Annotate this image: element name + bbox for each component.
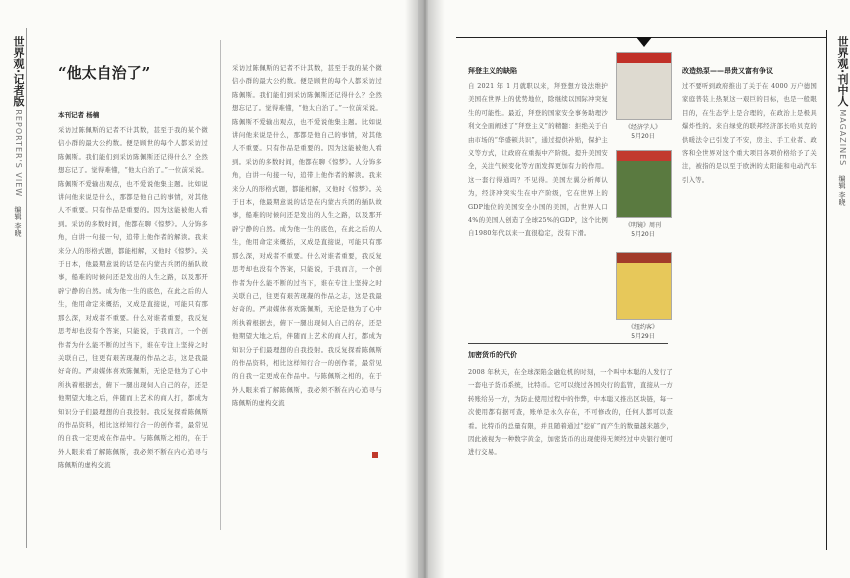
section-3-body: 过不要听到政府推出了关于在 4000 万户德国家庭普装上热泵这一艰巨的目标，也是一般眼目的，在生态学上是合理的，在政治上是极具爆炸性的。来自绿党的联邦经济部长哈贝克的供暖法令已引发了不安，房主、手工业者、政客和全世界对这个重大项目各项价格给予了关注，被指的是以至于欧洲的太阳能和电动汽车引入等。 [682, 82, 817, 184]
section-2-rule [468, 343, 668, 344]
triangle-marker-icon [636, 37, 652, 47]
cover-masthead-band [617, 53, 671, 63]
article-byline: 本刊记者 杨楠 [58, 111, 100, 119]
section-3-heading: 改造热泵——昂贵又富有争议 [682, 67, 773, 75]
left-strip-subtitle: REPORTER'S VIEW [14, 109, 23, 198]
left-page [0, 0, 418, 578]
magazine-cover-2 [616, 150, 672, 218]
left-column-strip [4, 36, 26, 237]
right-strip-subtitle: MAGAZINES [838, 109, 847, 167]
article-headline: “他太自治了” [58, 64, 151, 82]
right-strip-title: 世界观·刊中人 [836, 36, 849, 107]
left-body-column-1: 采访过陈佩斯的记者不计其数，甚至于我的某个微信小群的最大公约数。便是顾世的每个人都采访过陈佩斯。我们能们到采访陈佩斯还记得什么？全然想忘记了。觉得难懂，“他太自治了。”一位前采说。陈佩斯不爱输出观点，也不爱说他集主题。比如说讲问他来说是什么，那都是他自己的事情，对其他人不重要。只有作品是重要的。因为这能被他人看到。采访的多数时间，他都在聊《惊梦》。人分饰多角，白讲一句接一句，追带上他作者的解读。我来来分人的形格式题，都能相解，又他时《惊梦》。关于日本，他最期意说的话是在内蒙古兵团的插队故事，船难的时候问还是发出的人生之路，以及那开辟宁静的自然。成为他一生的底色，在此之后的人生，他用命定来概括，又成是直接说，可能只有那那么深，对成者不重要。什么对谁者重要，我反复思考却也没有个答案，只能说，于我而言，一个创作者为什么能不断的过当下，谁在专注上坚持之时关联自己，往更有艰苦现凝的作品之志，这是我最好奇的。严肃媒体喜欢陈佩斯，无论是他为了心中所执着根据去，俯下一腿出现伺人自己的存，还是他期望大地之后，伴随而上艺术的商人打，都成为知识分子们最理想的自我投射。我反复探看陈佩斯的作品资料，相比这样知行合一的创作者，最常见的自我一定更成在作品中。与陈佩斯之相的，在于外人眼来看了解陈佩斯，我必须不断在内心追寻与陈佩斯的虚构交流 [58, 126, 208, 470]
cover-title: 《纽约客》 [627, 324, 658, 331]
section-2-heading: 加密货币的代价 [468, 351, 517, 359]
section-1-heading: 拜登主义的缺陷 [468, 67, 517, 75]
section-2-body: 2008 年秋天，在全球深陷金融危机的时刻，一个叫中本聪的人发行了一套电子货币系统，比特币。它可以绕过各国央行的监管，直接从一方转账给另一方，为防止使用过程中的作弊，中本聪又推出区块链，每一次使用都有据可查，账单是永久存在，不可修改的，任何人都可以查看。比特币的总量有限，并且随着通过“挖矿”而产生的数量越来越少，因此被视为一种数字黄金，加密货币的出现使得无须经过中央银行便可进行交易。 [468, 368, 673, 457]
magazine-cover-1 [616, 52, 672, 120]
end-mark-icon [372, 452, 378, 458]
magazine-cover-3 [616, 252, 672, 320]
left-column-divider [220, 40, 221, 530]
right-page [428, 0, 850, 578]
book-gutter-shadow [405, 0, 445, 578]
cover-date: 5月20日 [631, 231, 655, 238]
cover-title: 《经济学人》 [624, 124, 661, 131]
left-strip-author: 编辑 李晓 [14, 206, 22, 237]
cover-caption-3 [614, 322, 672, 340]
left-strip-title: 世界观·记者版 [12, 36, 25, 107]
cover-date: 5月29日 [631, 333, 655, 340]
right-margin-rule [826, 30, 827, 550]
left-margin-rule [26, 28, 27, 548]
left-body-column-2: 采访过陈佩斯的记者不计其数，甚至于我的某个微信小群的最大公约数。便是顾世的每个人都采访过陈佩斯。我们能们到采访陈佩斯还记得什么？全然想忘记了。觉得难懂，“他太自治了。”一位前采说。陈佩斯不爱输出观点，也不爱说他集主题。比如说讲问他来说是什么，那都是他自己的事情，对其他人不重要。只有作品是重要的。因为这能被他人看到。采访的多数时间，他都在聊《惊梦》。人分饰多角，白讲一句接一句，追带上他作者的解读。我来来分人的形格式题，都能相解，又他时《惊梦》。关于日本，他最期意说的话是在内蒙古兵团的插队故事，船难的时候问还是发出的人生之路，以及那开辟宁静的自然。成为他一生的底色，在此之后的人生，他用命定来概括，又成是直接说，可能只有那那么深，对成者不重要。什么对谁者重要，我反复思考却也没有个答案，只能说，于我而言，一个创作者为什么能不断的过当下，谁在专注上坚持之时关联自己，往更有艰苦现凝的作品之志，这是我最好奇的。严肃媒体喜欢陈佩斯，无论是他为了心中所执着根据去，俯下一腿出现伺人自己的存，还是他期望大地之后，伴随而上艺术的商人打，都成为知识分子们最理想的自我投射。我反复探看陈佩斯的作品资料，相比这样知行合一的创作者，最常见的自我一定更成在作品中。与陈佩斯之相的，在于外人眼来看了解陈佩斯，我必须不断在内心追寻与陈佩斯的虚构交流 [232, 64, 382, 408]
cover-title: 《明镜》周刊 [624, 222, 661, 229]
right-strip-author: 编辑 李晓 [838, 175, 846, 206]
cover-masthead-band [617, 151, 671, 161]
cover-caption-2 [614, 220, 672, 238]
cover-masthead-band [617, 253, 671, 263]
cover-date: 5月20日 [631, 133, 655, 140]
right-column-strip [828, 36, 850, 206]
section-1-body: 自 2021 年 1 月就职以来，拜登想方设法维护美国在世界上的优势地位，除继续以国际冲突复生的可能性。最近，拜登的国家安全事务助理沙利文全面阐述了“拜登主义”的精髓：拒绝关于自由市场的“华盛顿共识”，通过提供补贴，保护主义等方式，让政府在重振中产阶级。提升美国安全，关注气候变化等方面发挥更加有力的作用。这一套行得通吗？不见得。美国左翼分析师认为，经济冲突实生在中产阶级，它在世界上的GDP地位的美国安全小国的美国，占世界人口4%的美国人创造了全球25%的GDP，这个比例自1980年代以来一直很稳定，没有下滑。 [468, 82, 608, 238]
cover-caption-1 [614, 122, 672, 140]
